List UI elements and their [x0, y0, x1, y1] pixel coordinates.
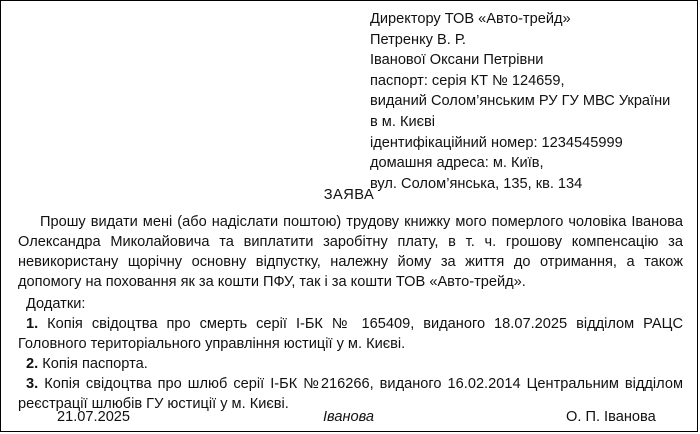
- addressee-line: в м. Києві: [370, 113, 436, 130]
- attachment-number: 2.: [26, 356, 39, 372]
- signer-name: О. П. Іванова: [566, 409, 656, 425]
- attachment-number: 3.: [26, 376, 39, 392]
- attachment-text: Копія свідоцтва про шлюб серії І-БК №216266, виданого 16.02.2014 Центральним відділом реєстрації шлюбів ГУ юстиції у м. Києві.: [18, 376, 683, 412]
- application-body: Прошу видати мені (або надіслати поштою) трудову книжку мого померлого чоловіка Іванова Олександра Миколайовича та виплатити заробітну плату, в т. ч. грошову компенсацію за невикористану щорічну основну відпустку, належну йому за життя до отримання, а також допомогу на поховання як за кошти ПФУ, так і за кошти ТОВ «Авто-трейд».: [18, 214, 683, 290]
- addressee-line: Іванової Оксани Петрівни: [370, 52, 544, 69]
- attachment-text: Копія свідоцтва про смерть серії І-БК № 165409, виданого 18.07.2025 відділом РАЦС Головного територіального управління юстиції у м. Києві.: [18, 316, 684, 352]
- attachments-heading: Додатки:: [26, 296, 86, 312]
- attachments-section: [18, 294, 683, 414]
- addressee-line: паспорт: серія КТ № 124659,: [370, 72, 565, 89]
- signature-date: 21.07.2025: [57, 409, 131, 425]
- attachment-item: [18, 314, 683, 354]
- document-title: ЗАЯВА: [323, 187, 375, 203]
- addressee-line: Директору ТОВ «Авто-трейд»: [370, 11, 571, 27]
- handwritten-signature: Іванова: [323, 409, 375, 425]
- signature-row: [1, 407, 697, 427]
- attachment-text: Копія паспорта.: [42, 356, 148, 372]
- attachment-item: [18, 354, 683, 374]
- addressee-line: ідентифікаційний номер: 1234545999: [370, 134, 623, 151]
- addressee-line: вул. Солом’янська, 135, кв. 134: [370, 175, 583, 192]
- addressee-block: [370, 9, 695, 194]
- addressee-line: домашня адреса: м. Київ,: [370, 155, 544, 172]
- addressee-line: виданий Солом’янським РУ ГУ МВС України: [370, 93, 671, 110]
- attachment-number: 1.: [26, 316, 39, 332]
- addressee-line: Петренку В. Р.: [370, 31, 466, 48]
